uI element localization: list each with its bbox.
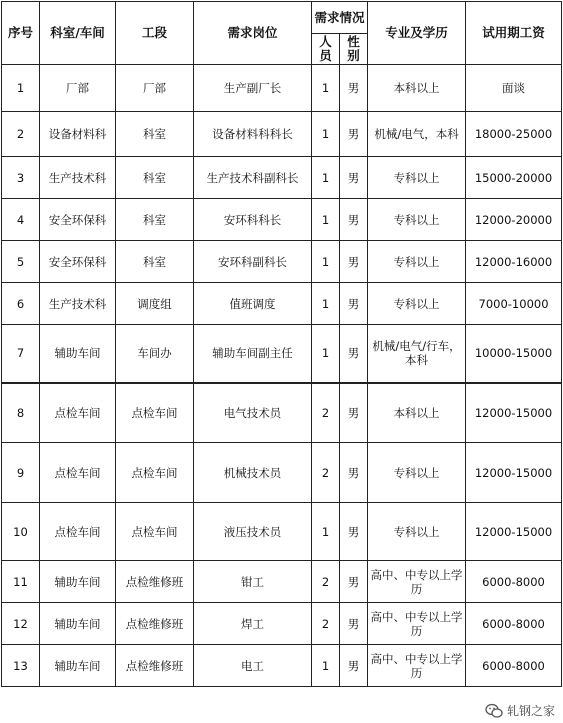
watermark [485, 702, 555, 719]
header-salary: 试用期工资 [466, 2, 562, 65]
table-row [2, 157, 562, 199]
cell-count: 1 [312, 241, 340, 283]
table-row [2, 561, 562, 603]
cell-gender: 男 [340, 325, 368, 383]
cell-section: 点检维修班 [116, 561, 194, 603]
cell-salary: 12000-15000 [466, 443, 562, 503]
cell-position: 设备材料科科长 [194, 112, 312, 157]
cell-seq: 4 [2, 199, 40, 241]
header-edu: 专业及学历 [368, 2, 466, 65]
cell-edu: 专科以上 [368, 241, 466, 283]
cell-section: 科室 [116, 241, 194, 283]
table-row [2, 199, 562, 241]
cell-salary: 面谈 [466, 65, 562, 112]
table-row [2, 325, 562, 383]
cell-section: 科室 [116, 199, 194, 241]
cell-dept: 辅助车间 [40, 325, 116, 383]
cell-dept: 辅助车间 [40, 645, 116, 687]
cell-dept: 生产技术科 [40, 283, 116, 325]
table-row [2, 112, 562, 157]
cell-dept: 设备材料科 [40, 112, 116, 157]
cell-seq: 6 [2, 283, 40, 325]
table-row [2, 65, 562, 112]
header-seq: 序号 [2, 2, 40, 65]
cell-salary: 6000-8000 [466, 603, 562, 645]
cell-seq: 5 [2, 241, 40, 283]
table-row [2, 241, 562, 283]
cell-gender: 男 [340, 603, 368, 645]
cell-salary: 6000-8000 [466, 645, 562, 687]
cell-position: 安环科科长 [194, 199, 312, 241]
cell-edu: 高中、中专以上学历 [368, 603, 466, 645]
cell-count: 2 [312, 561, 340, 603]
header-gender: 性别 [340, 34, 368, 65]
cell-count: 1 [312, 645, 340, 687]
cell-count: 2 [312, 603, 340, 645]
cell-section: 科室 [116, 157, 194, 199]
table-row [2, 503, 562, 561]
cell-count: 1 [312, 283, 340, 325]
table-row [2, 383, 562, 443]
cell-dept: 安全环保科 [40, 199, 116, 241]
cell-count: 1 [312, 157, 340, 199]
table-row [2, 443, 562, 503]
cell-edu: 高中、中专以上学历 [368, 561, 466, 603]
cell-edu: 专科以上 [368, 443, 466, 503]
cell-gender: 男 [340, 383, 368, 443]
cell-count: 2 [312, 443, 340, 503]
cell-position: 生产副厂长 [194, 65, 312, 112]
cell-dept: 点检车间 [40, 383, 116, 443]
cell-seq: 2 [2, 112, 40, 157]
cell-dept: 点检车间 [40, 443, 116, 503]
cell-position: 生产技术科副科长 [194, 157, 312, 199]
cell-edu: 专科以上 [368, 199, 466, 241]
table-row [2, 645, 562, 687]
cell-gender: 男 [340, 645, 368, 687]
cell-section: 点检车间 [116, 443, 194, 503]
cell-salary: 12000-15000 [466, 503, 562, 561]
cell-salary: 7000-10000 [466, 283, 562, 325]
cell-edu: 专科以上 [368, 283, 466, 325]
cell-position: 钳工 [194, 561, 312, 603]
cell-position: 辅助车间副主任 [194, 325, 312, 383]
cell-position: 电工 [194, 645, 312, 687]
cell-position: 值班调度 [194, 283, 312, 325]
cell-section: 点检车间 [116, 503, 194, 561]
cell-dept: 辅助车间 [40, 603, 116, 645]
cell-count: 1 [312, 65, 340, 112]
cell-edu: 本科以上 [368, 65, 466, 112]
cell-section: 厂部 [116, 65, 194, 112]
cell-salary: 12000-20000 [466, 199, 562, 241]
cell-gender: 男 [340, 112, 368, 157]
cell-seq: 7 [2, 325, 40, 383]
cell-count: 1 [312, 199, 340, 241]
cell-seq: 10 [2, 503, 40, 561]
cell-section: 点检维修班 [116, 645, 194, 687]
cell-seq: 13 [2, 645, 40, 687]
cell-seq: 3 [2, 157, 40, 199]
cell-seq: 9 [2, 443, 40, 503]
cell-section: 点检维修班 [116, 603, 194, 645]
header-dept: 科室/车间 [40, 2, 116, 65]
cell-seq: 12 [2, 603, 40, 645]
cell-edu: 机械/电气/行车，本科 [368, 325, 466, 383]
cell-section: 点检车间 [116, 383, 194, 443]
cell-edu: 专科以上 [368, 157, 466, 199]
header-demand: 需求情况 [312, 2, 368, 34]
cell-gender: 男 [340, 443, 368, 503]
cell-gender: 男 [340, 561, 368, 603]
cell-gender: 男 [340, 503, 368, 561]
cell-count: 1 [312, 503, 340, 561]
cell-salary: 10000-15000 [466, 325, 562, 383]
cell-section: 车间办 [116, 325, 194, 383]
wechat-icon [485, 703, 503, 719]
table-row [2, 283, 562, 325]
cell-edu: 高中、中专以上学历 [368, 645, 466, 687]
cell-position: 安环科副科长 [194, 241, 312, 283]
cell-salary: 6000-8000 [466, 561, 562, 603]
cell-edu: 机械/电气，本科 [368, 112, 466, 157]
cell-count: 2 [312, 383, 340, 443]
cell-dept: 厂部 [40, 65, 116, 112]
cell-dept: 安全环保科 [40, 241, 116, 283]
recruitment-table [1, 1, 562, 687]
header-position: 需求岗位 [194, 2, 312, 65]
cell-salary: 18000-25000 [466, 112, 562, 157]
cell-position: 液压技术员 [194, 503, 312, 561]
cell-position: 电气技术员 [194, 383, 312, 443]
cell-salary: 15000-20000 [466, 157, 562, 199]
cell-count: 1 [312, 325, 340, 383]
cell-seq: 11 [2, 561, 40, 603]
cell-dept: 点检车间 [40, 503, 116, 561]
cell-gender: 男 [340, 283, 368, 325]
cell-salary: 12000-16000 [466, 241, 562, 283]
cell-position: 机械技术员 [194, 443, 312, 503]
table-row [2, 603, 562, 645]
cell-edu: 专科以上 [368, 503, 466, 561]
cell-dept: 辅助车间 [40, 561, 116, 603]
cell-edu: 本科以上 [368, 383, 466, 443]
cell-salary: 12000-15000 [466, 383, 562, 443]
cell-seq: 1 [2, 65, 40, 112]
watermark-text: 轧钢之家 [506, 704, 555, 718]
cell-gender: 男 [340, 65, 368, 112]
cell-seq: 8 [2, 383, 40, 443]
cell-gender: 男 [340, 241, 368, 283]
cell-count: 1 [312, 112, 340, 157]
cell-position: 焊工 [194, 603, 312, 645]
header-section: 工段 [116, 2, 194, 65]
cell-gender: 男 [340, 199, 368, 241]
cell-dept: 生产技术科 [40, 157, 116, 199]
cell-gender: 男 [340, 157, 368, 199]
header-count: 人员 [312, 34, 340, 65]
cell-section: 科室 [116, 112, 194, 157]
cell-section: 调度组 [116, 283, 194, 325]
